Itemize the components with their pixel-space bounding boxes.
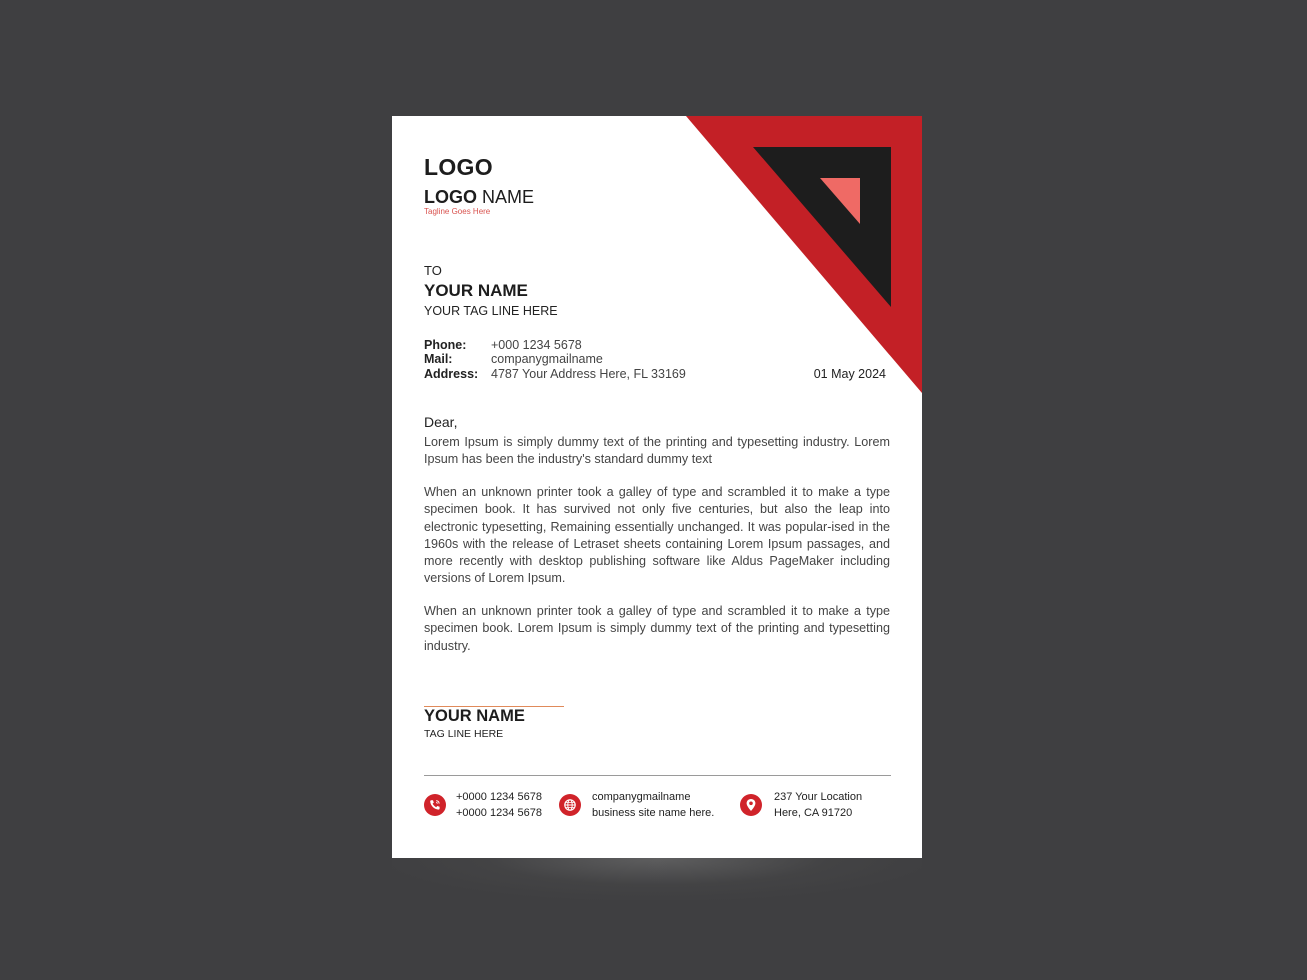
- logo-name: [424, 187, 534, 208]
- recipient-to-label: TO: [424, 263, 442, 278]
- footer-phone-2: +0000 1234 5678: [456, 807, 542, 819]
- location-pin-icon: [740, 794, 762, 816]
- address-label: Address:: [424, 367, 479, 381]
- signature-name: YOUR NAME: [424, 707, 525, 725]
- logo-text: LOGO: [424, 154, 493, 180]
- footer-location-2: Here, CA 91720: [774, 807, 853, 819]
- footer-location-1: 237 Your Location: [774, 791, 863, 803]
- greeting: Dear,: [424, 414, 458, 430]
- signature-tag-line: TAG LINE HERE: [424, 728, 504, 740]
- mail-label: Mail:: [424, 352, 453, 366]
- footer-web-1: companygmailname: [592, 791, 691, 803]
- paper-shadow: [392, 858, 922, 900]
- phone-label: Phone:: [424, 338, 467, 352]
- footer-web-2: business site name here.: [592, 807, 715, 819]
- footer-phone-1: +0000 1234 5678: [456, 791, 542, 803]
- phone-icon: [424, 794, 446, 816]
- logo-name-rest: NAME: [477, 187, 535, 207]
- logo-name-bold: LOGO: [424, 187, 477, 207]
- logo-tagline: Tagline Goes Here: [424, 207, 491, 216]
- body-paragraph-2: When an unknown printer took a galley of type and scrambled it to make a type specimen book. It has survived not only five centuries, but also the leap into electronic typesetting, Remaining essentially unchanged. It was popular-ised in the 1960s with the release of Letraset sheets containing Lorem Ipsum passages, and more recently with desktop publishing software like Aldus PageMaker including versions of Lorem Ipsum.: [424, 485, 890, 586]
- globe-icon: [559, 794, 581, 816]
- letterhead-page: [392, 116, 922, 858]
- letter-date: 01 May 2024: [813, 367, 886, 381]
- recipient-tag-line: YOUR TAG LINE HERE: [424, 304, 558, 318]
- recipient-name: YOUR NAME: [424, 281, 528, 300]
- body-paragraph-1: Lorem Ipsum is simply dummy text of the printing and typesetting industry. Lorem Ipsum has been the industry's standard dummy text: [424, 435, 890, 467]
- body-paragraph-3: When an unknown printer took a galley of type and scrambled it to make a type specimen book. Lorem Ipsum is simply dummy text of the printing and typesetting industry.: [424, 604, 890, 653]
- address-value: 4787 Your Address Here, FL 33169: [491, 367, 686, 381]
- mail-value: companygmailname: [491, 352, 603, 366]
- phone-value: +000 1234 5678: [491, 338, 582, 352]
- footer-divider: [424, 775, 891, 776]
